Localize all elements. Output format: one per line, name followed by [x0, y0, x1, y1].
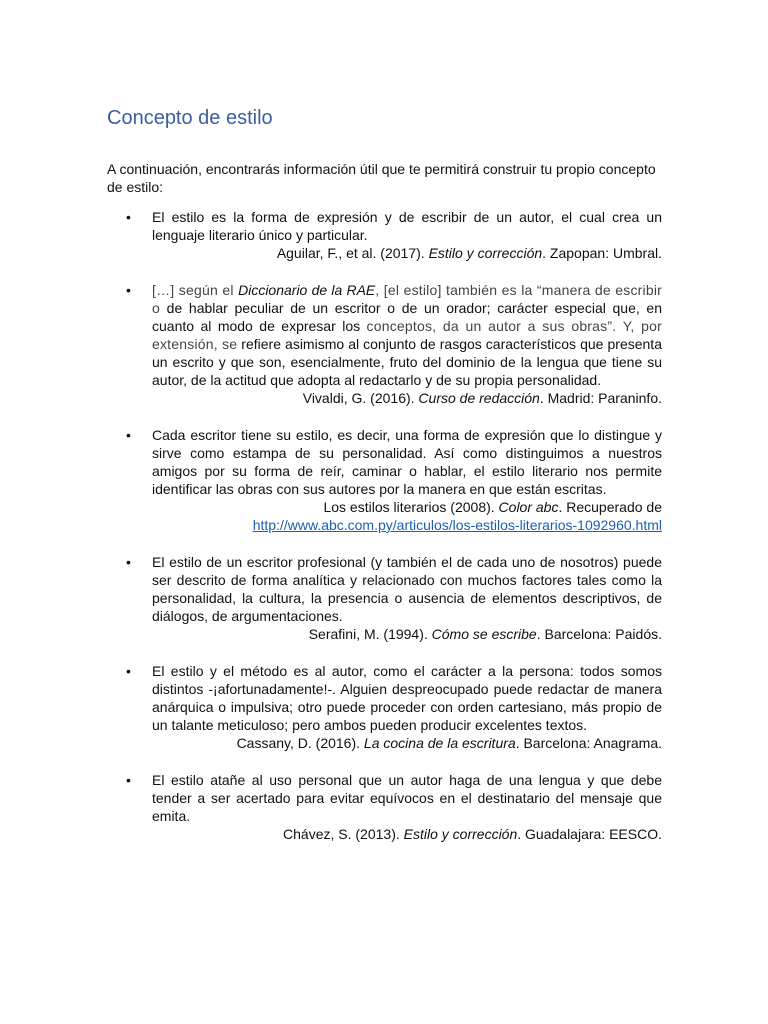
- page-title: Concepto de estilo: [107, 107, 273, 129]
- citation-publisher: . Barcelona: Anagrama.: [515, 735, 662, 751]
- quote-fragment: de hablar peculiar de un escritor o de un orador; carácter especial que, en cuanto al modo de expresar los: [152, 300, 662, 334]
- bullet-icon: •: [126, 427, 131, 443]
- citation: [152, 734, 662, 752]
- citation: [152, 825, 662, 843]
- citation: [152, 498, 662, 516]
- citation-author: Serafini, M. (1994).: [308, 626, 432, 642]
- citation-title: Cómo se escribe: [431, 626, 537, 642]
- quote-fragment: refiere asimismo al conjunto de rasgos característicos que presenta un escrito y que son, esencialmente, fruto del dominio de la lengua que tiene su autor, de la actitud que adopta al redactarlo y de su propia personalidad.: [152, 336, 662, 388]
- citation-title: Curso de redacción: [418, 390, 540, 406]
- quote-list: [107, 208, 662, 843]
- bullet-icon: •: [126, 282, 131, 298]
- bullet-icon: •: [126, 209, 131, 225]
- quote-title: Diccionario de la RAE: [238, 282, 376, 298]
- citation-publisher: . Zapopan: Umbral.: [542, 245, 662, 261]
- list-item: [107, 426, 662, 534]
- quote-fragment: […] según el: [152, 282, 239, 298]
- quote-text: El estilo es la forma de expresión y de escribir de un autor, el cual crea un lenguaje literario único y particular.: [152, 209, 662, 243]
- citation-author: Aguilar, F., et al. (2017).: [276, 245, 429, 261]
- citation-author: Cassany, D. (2016).: [236, 735, 364, 751]
- quote-fragment: conceptos, da un autor a sus obras”. Y, por extensión, se: [152, 318, 662, 352]
- quote-text: Cada escritor tiene su estilo, es decir, una forma de expresión que lo distingue y sirve como estampa de su personalidad. Así como distinguimos a nuestros amigos por su forma de reír, caminar o hablar, el estilo literario nos permite identificar las obras con sus autores por la manera en que están escritas.: [152, 427, 662, 497]
- bullet-icon: •: [126, 554, 131, 570]
- quote-text: [152, 281, 662, 389]
- bullet-icon: •: [126, 772, 131, 788]
- citation-title: Estilo y corrección: [428, 245, 543, 261]
- citation-publisher: . Recuperado de: [558, 499, 662, 515]
- citation-title: Estilo y corrección: [403, 826, 518, 842]
- bullet-icon: •: [126, 663, 131, 679]
- intro-paragraph: A continuación, encontrarás información útil que te permitirá construir tu propio concepto de estilo:: [107, 161, 656, 195]
- citation-publisher: . Barcelona: Paidós.: [536, 626, 662, 642]
- citation-link-line: [152, 516, 662, 534]
- citation-publisher: . Guadalajara: EESCO.: [517, 826, 662, 842]
- quote-text: El estilo y el método es al autor, como el carácter a la persona: todos somos distintos -¡afortunadamente!-. Alguien despreocupado puede redactar de manera anárquica o impulsiva; otro puede proceder con orden cartesiano, más propio de un talante meticuloso; pero ambos pueden producir excelentes textos.: [152, 663, 662, 733]
- citation-title: Color abc: [498, 499, 559, 515]
- list-item: [107, 281, 662, 407]
- list-item: [107, 662, 662, 752]
- citation-link[interactable]: http://www.abc.com.py/articulos/los-estilos-literarios-1092960.html: [252, 517, 662, 533]
- quote-fragment: , [el estilo] también es la “manera de escribir o: [152, 282, 663, 316]
- citation: [152, 625, 662, 643]
- citation-author: Los estilos literarios (2008).: [323, 499, 499, 515]
- citation: [152, 244, 662, 262]
- quote-text: El estilo atañe al uso personal que un autor haga de una lengua y que debe tender a ser acertado para evitar equívocos en el destinatario del mensaje que emita.: [152, 772, 662, 824]
- list-item: [107, 553, 662, 643]
- citation: [152, 389, 662, 407]
- quote-text: El estilo de un escritor profesional (y también el de cada uno de nosotros) puede ser descrito de forma analítica y relacionado con muchos factores tales como la personalidad, la cultura, la presencia o ausencia de elementos descriptivos, de diálogos, de argumentaciones.: [152, 554, 662, 624]
- citation-author: Vivaldi, G. (2016).: [302, 390, 419, 406]
- citation-title: La cocina de la escritura: [363, 735, 516, 751]
- citation-author: Chávez, S. (2013).: [283, 826, 404, 842]
- list-item: [107, 771, 662, 843]
- list-item: [107, 208, 662, 262]
- citation-publisher: . Madrid: Paraninfo.: [539, 390, 662, 406]
